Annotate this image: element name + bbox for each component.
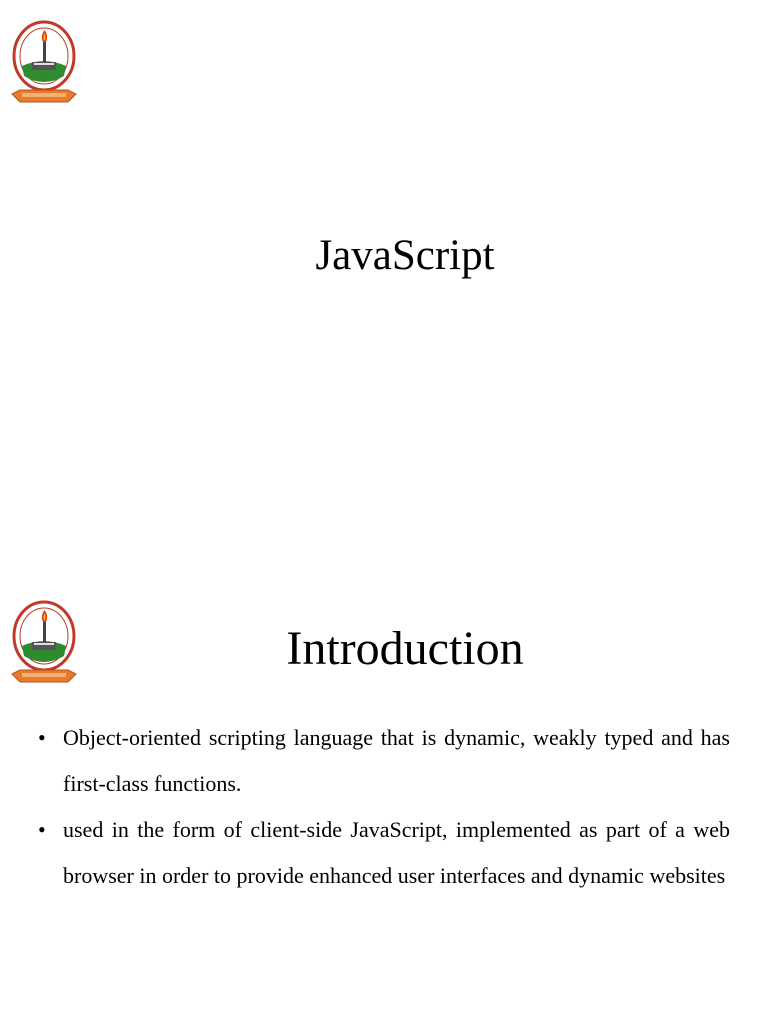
slide-introduction	[0, 580, 768, 1024]
bullet-list	[38, 715, 730, 899]
bullet-item	[38, 807, 730, 899]
bullet-icon: •	[38, 817, 46, 842]
bullet-text: used in the form of client-side JavaScript, implemented as part of a web browser in order to provide enhanced user interfaces and dynamic websites	[63, 817, 730, 888]
bullet-item	[38, 715, 730, 807]
slide-title-introduction: Introduction	[286, 622, 524, 675]
university-crest-icon	[10, 18, 78, 112]
bullet-text: Object-oriented scripting language that is dynamic, weakly typed and has first-class functions.	[63, 725, 730, 796]
slide-title-javascript: JavaScript	[315, 232, 495, 279]
bullet-icon: •	[38, 725, 46, 750]
